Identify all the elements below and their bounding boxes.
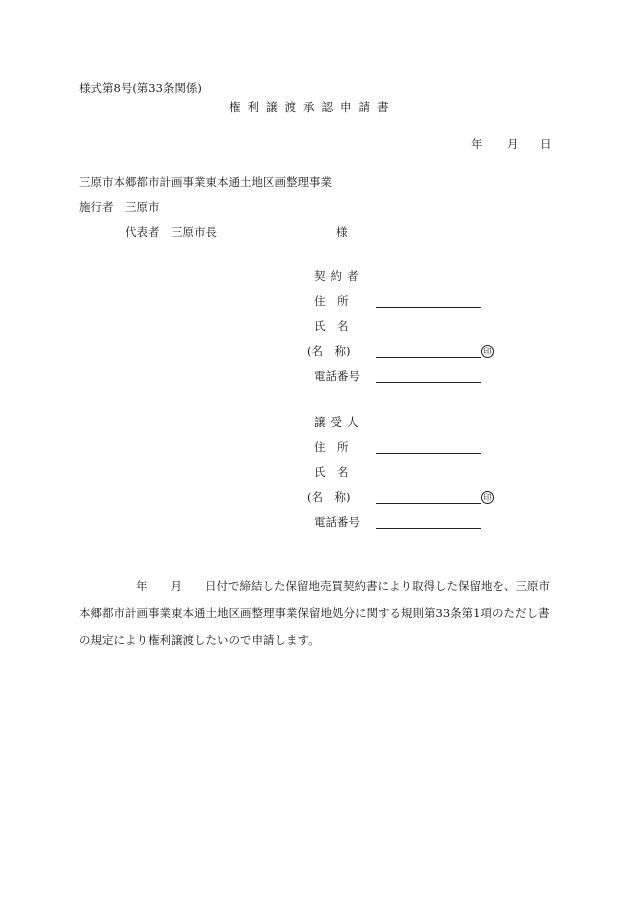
contractor-name-label: 氏 名 <box>314 319 349 333</box>
executor-label: 施行者 三原市 <box>79 200 160 214</box>
representative-label: 代表者 三原市長 <box>125 225 217 239</box>
contractor-address-label: 住 所 <box>314 294 349 308</box>
contractor-seal-icon: 印 <box>481 345 494 358</box>
application-body-text: 年 月 日付で締結した保留地売買契約書により取得した保留地を、三原市本郷都市計画事業東本通土地区画整理事業保留地処分に関する規則第33条第1項のただし書の規定により権利譲渡したいので申請します。 <box>79 579 550 647</box>
contractor-address-blank[interactable] <box>376 307 481 308</box>
contractor-name-blank[interactable] <box>376 357 481 358</box>
form-number: 様式第8号(第33条関係) <box>79 81 202 95</box>
transferee-heading: 譲受人 <box>314 415 364 429</box>
transferee-name-label: 氏 名 <box>314 465 349 479</box>
transferee-phone-blank[interactable] <box>376 528 481 529</box>
transferee-corp-name-label: (名 称) <box>307 490 351 504</box>
date-month-label: 月 <box>507 137 519 151</box>
contractor-corp-name-label: (名 称) <box>307 344 351 358</box>
contractor-phone-blank[interactable] <box>376 382 481 383</box>
transferee-address-blank[interactable] <box>376 453 481 454</box>
transferee-seal-icon: 印 <box>481 491 494 504</box>
document-title: 権利譲渡承認申請書 <box>229 100 396 114</box>
date-day-label: 日 <box>540 137 552 151</box>
transferee-phone-label: 電話番号 <box>314 515 360 529</box>
honorific: 様 <box>336 225 348 239</box>
contractor-heading: 契約者 <box>314 269 364 283</box>
contractor-phone-label: 電話番号 <box>314 369 360 383</box>
date-year-label: 年 <box>471 137 483 151</box>
transferee-address-label: 住 所 <box>314 440 349 454</box>
transferee-name-blank[interactable] <box>376 503 481 504</box>
project-name: 三原市本郷都市計画事業東本通土地区画整理事業 <box>79 175 332 189</box>
